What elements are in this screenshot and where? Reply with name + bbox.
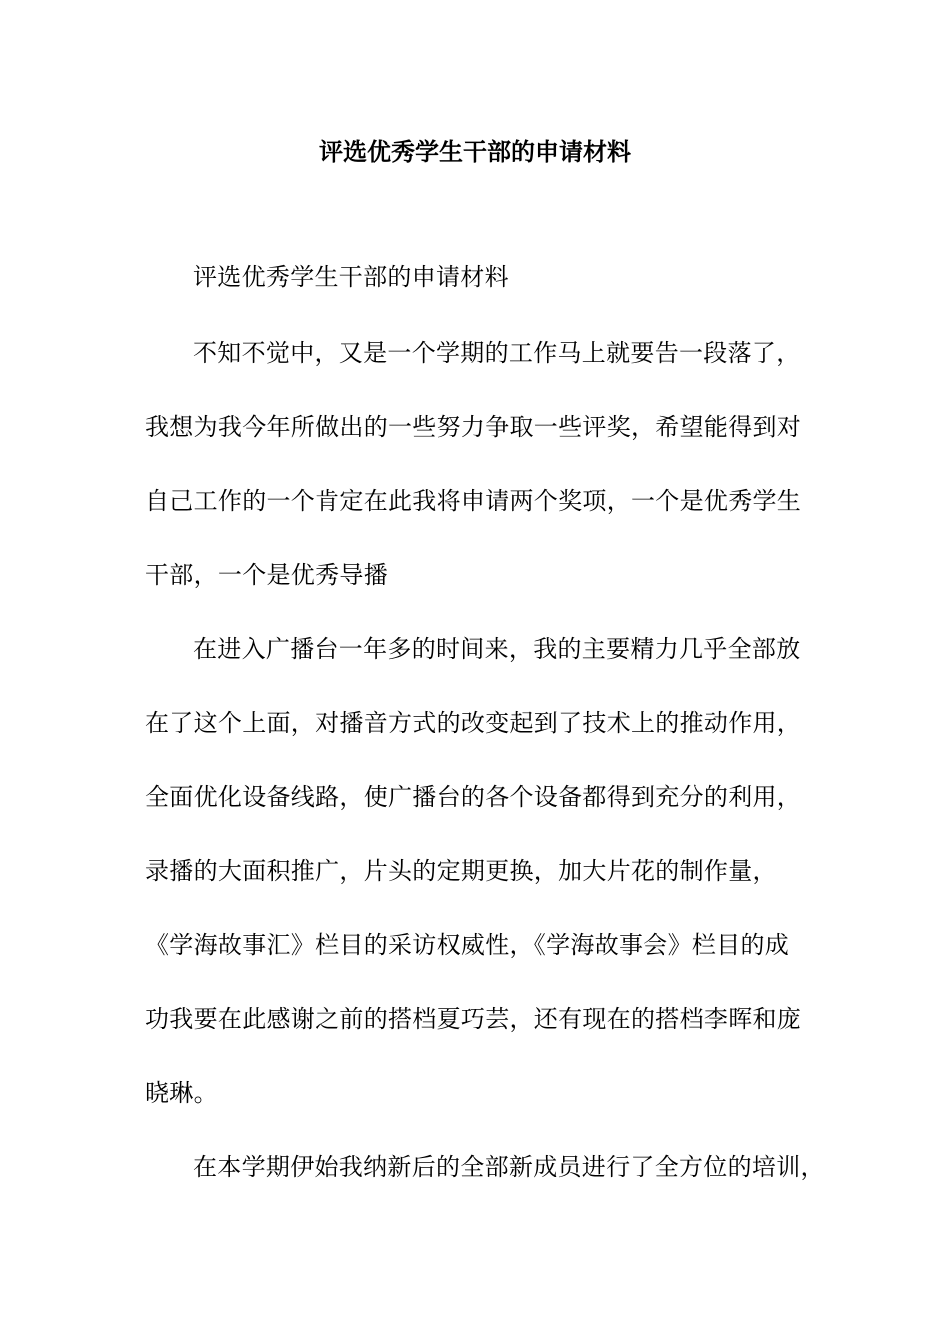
paragraph-2-line-1: 在进入广播台一年多的时间来，我的主要精力几乎全部放	[193, 635, 801, 663]
paragraph-2-line-3: 全面优化设备线路，使广播台的各个设备都得到充分的利用，	[145, 783, 802, 811]
document-title: 评选优秀学生干部的申请材料	[319, 137, 631, 166]
paragraph-2-line-6: 功我要在此感谢之前的搭档夏巧芸，还有现在的搭档李晖和庞	[145, 1005, 802, 1033]
paragraph-2-line-2: 在了这个上面，对播音方式的改变起到了技术上的推动作用，	[145, 709, 802, 737]
paragraph-1-line-3: 自己工作的一个肯定在此我将申请两个奖项，一个是优秀学生	[145, 487, 802, 515]
paragraph-2-line-5: 《学海故事汇》栏目的采访权威性，《学海故事会》栏目的成	[145, 931, 790, 959]
paragraph-2-line-4: 录播的大面积推广，片头的定期更换，加大片花的制作量，	[145, 857, 777, 885]
paragraph-heading: 评选优秀学生干部的申请材料	[193, 263, 509, 291]
paragraph-1-line-1: 不知不觉中，又是一个学期的工作马上就要告一段落了，	[193, 339, 801, 367]
paragraph-1-line-2: 我想为我今年所做出的一些努力争取一些评奖，希望能得到对	[145, 413, 802, 441]
paragraph-1-line-4: 干部，一个是优秀导播	[145, 561, 388, 589]
paragraph-3-line-1: 在本学期伊始我纳新后的全部新成员进行了全方位的培训，	[193, 1153, 825, 1181]
paragraph-2-line-7: 晓琳。	[145, 1079, 218, 1107]
